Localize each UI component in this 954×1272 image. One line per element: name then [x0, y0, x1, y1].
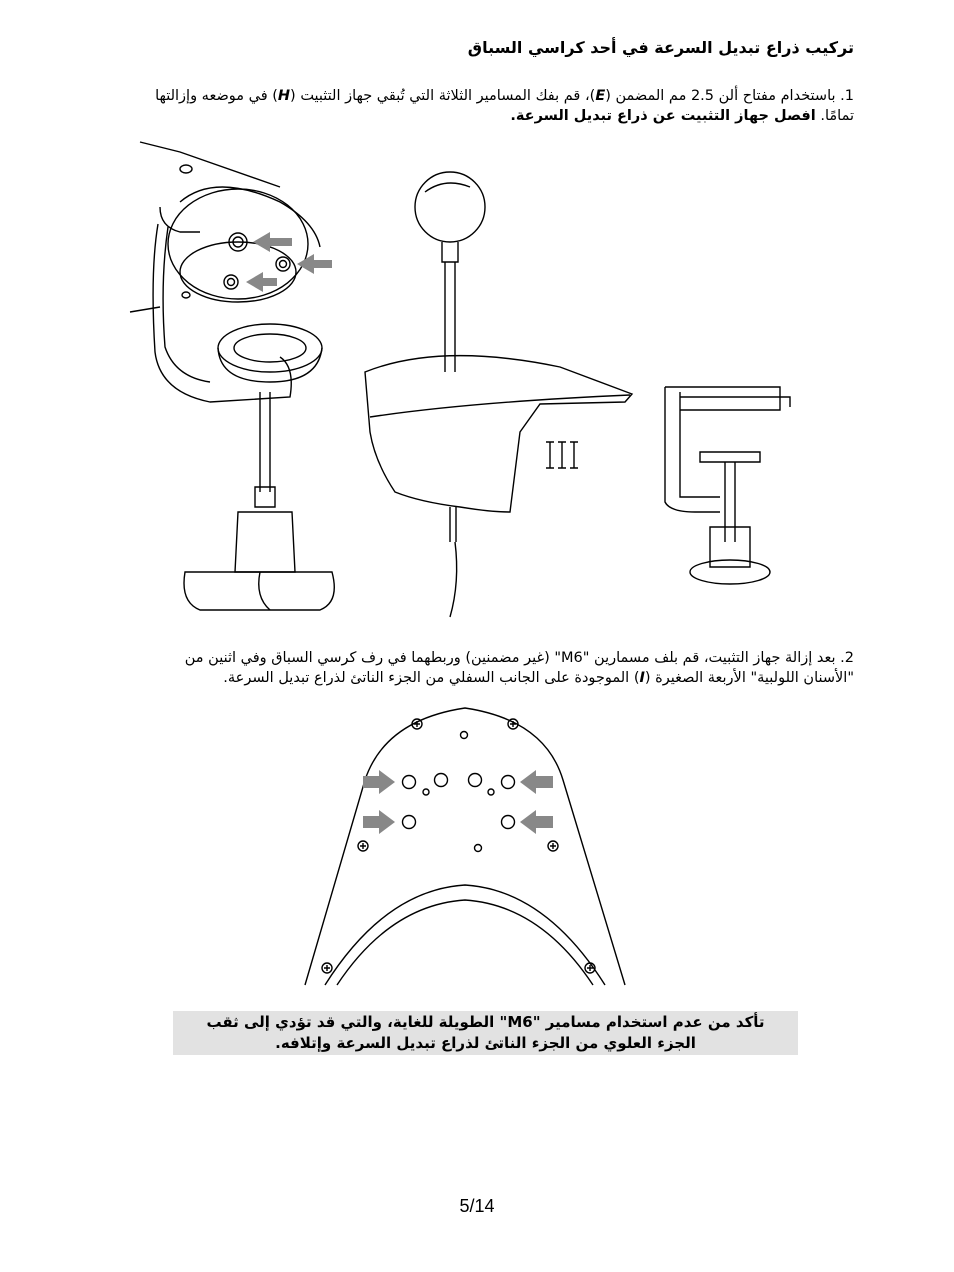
step-2-text: [138, 648, 854, 688]
step-number: 2.: [840, 650, 854, 666]
arrow-icon: [363, 770, 395, 794]
hole-arrows: [295, 700, 635, 990]
step-1-part-c: ) في موضعه وإزالتها تمامًا.: [155, 88, 854, 124]
note-line-2: الجزء العلوي من الجزء الناتئ لذراع تبديل السرعة وإتلافه.: [275, 1034, 696, 1052]
arrow-icon: [363, 810, 395, 834]
step-number: 1.: [840, 88, 854, 104]
step-1-bold: افصل جهاز التثبيت عن ذراع تبديل السرعة.: [510, 108, 816, 124]
ref-i: I: [639, 670, 645, 686]
arrow-icon: [520, 770, 553, 794]
arrow-icon: [520, 810, 553, 834]
step-1-part-b: )، قم بفك المسامير الثلاثة التي تُبقي جهاز التثبيت (: [290, 88, 596, 104]
step-1-text: [138, 86, 854, 126]
ref-e: E: [595, 88, 606, 104]
arrow-icon: [246, 272, 277, 292]
step-2-part-a: بعد إزالة جهاز التثبيت، قم بلف مسمارين "M6" (غير مضمنين) وربطهما في رف كرسي السباق وفي اثنين من "الأسنان اللولبية" الأربعة الصغيرة (: [184, 650, 854, 686]
arrow-icon: [253, 232, 292, 252]
removal-arrows: [120, 132, 820, 622]
step-2-part-b: ) الموجودة على الجانب السفلي من الجزء الناتئ لذراع تبديل السرعة.: [223, 670, 640, 686]
page-number: 5/14: [459, 1196, 495, 1216]
step-1-part-a: باستخدام مفتاح ألن 2.5 مم المضمن (: [605, 88, 836, 104]
note-line-1: تأكد من عدم استخدام مسامير "M6" الطويلة للغاية، والتي قد تؤدي إلى ثقب: [206, 1013, 765, 1031]
warning-note: [173, 1011, 798, 1055]
ref-h: H: [277, 88, 291, 104]
arrow-icon: [297, 254, 332, 274]
page-heading: تركيب ذراع تبديل السرعة في أحد كراسي السباق: [467, 38, 854, 57]
